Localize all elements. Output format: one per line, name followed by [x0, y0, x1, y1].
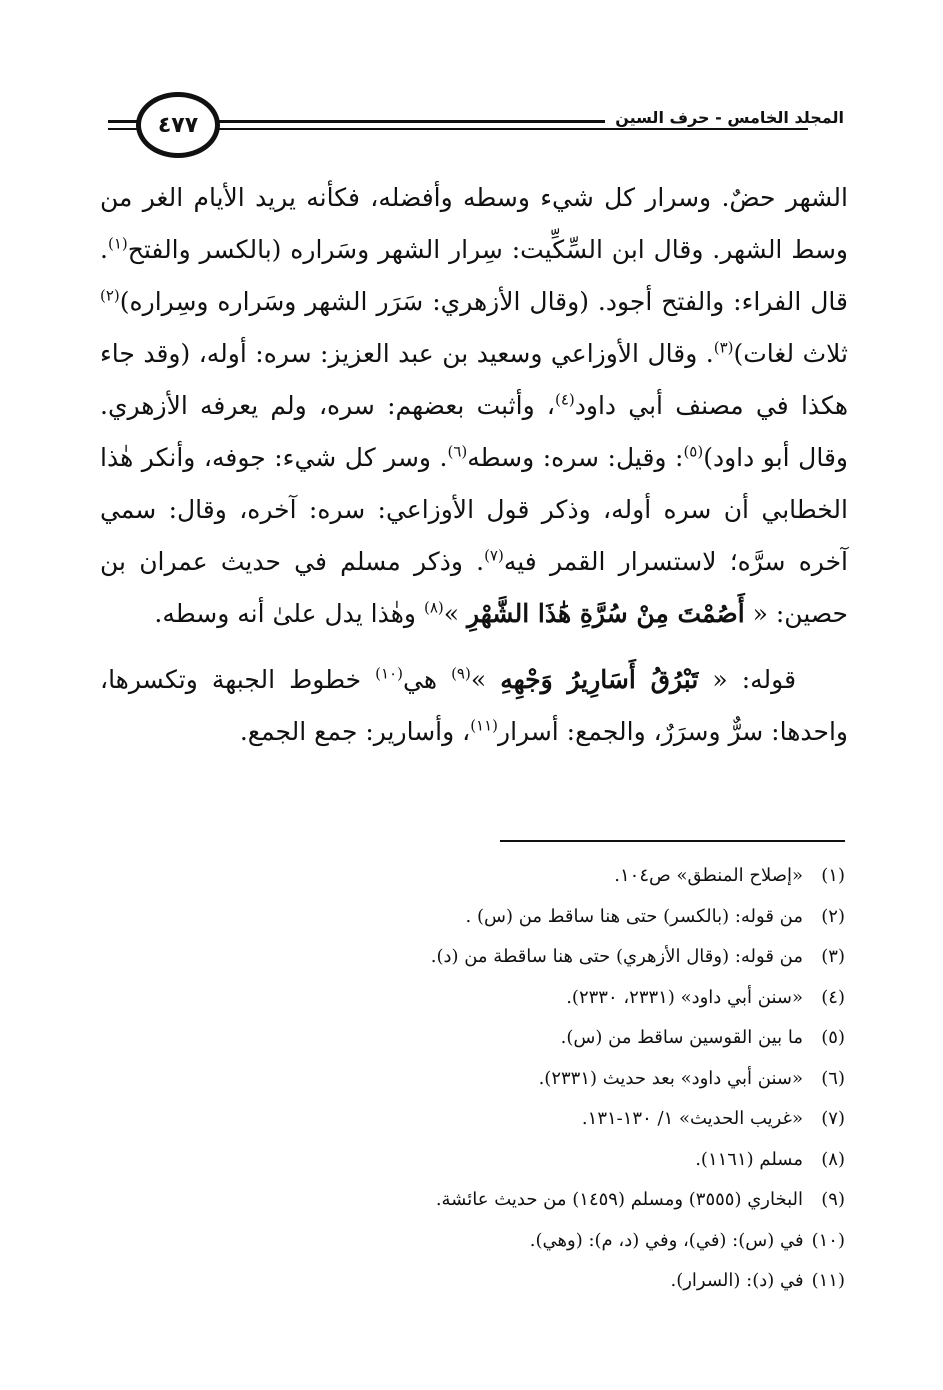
- footnote-ref-2[interactable]: (٢): [100, 286, 120, 305]
- footnote: (٣)من قوله: (وقال الأزهري) حتى هنا ساقطة من (د).: [430, 946, 845, 967]
- main-text: [100, 172, 848, 758]
- running-header: [100, 92, 850, 164]
- footnote-ref-10[interactable]: (١٠): [375, 664, 403, 683]
- footnote: (٨)مسلم (١١٦١).: [695, 1148, 845, 1170]
- footnote: (٢)من قوله: (بالكسر) حتى هنا ساقط من (س) .: [465, 905, 845, 927]
- footnote: (١١)في (د): (السرار).: [670, 1270, 845, 1291]
- paragraph-1: الشهر حضٌ. وسرار كل شيء وسطه وأفضله، فكأنه يريد الأيام الغر من وسط الشهر. وقال ابن السِّكِّيت: سِرار الشهر وسَراره (بالكسر والفتح$^{(١)}$. قال الفراء: والفتح أجود. (وقال الأزهري: سَرَر الشهر وسَراره وسِراره)$^{(٢)}$ ثلاث لغات)$^{(٣)}$. وقال الأوزاعي وسعيد بن عبد العزيز: سره: أوله، (وقد جاء هكذا في مصنف أبي داود$^{(٤)}$، وأثبت بعضهم: سره، ولم يعرفه الأزهري. وقال أبو داود)$^{(٥)}$: وقيل: سره: وسطه$^{(٦)}$. وسر كل شيء: جوفه، وأنكر هٰذا الخطابي أن سره أوله، وذكر قول الأوزاعي: سره: آخره، وقال: سمي آخره سرَّه؛ لاستسرار القمر فيه$^{(٧)}$. وذكر مسلم في حديث عمران بن حصين: « أَصُمْتَ مِنْ سُرَّةِ هَٰذَا الشَّهْرِ »$^{(٨)}$ وهٰذا يدل علىٰ أنه وسطه.: [100, 183, 848, 628]
- paragraph-2: قوله: « تَبْرُقُ أَسَارِيرُ وَجْهِهِ »$^{(٩)}$ هي$^{(١٠)}$ خطوط الجبهة وتكسرها، واحدها: سرٌّ وسرَرٌ، والجمع: أسرار$^{(١١)}$، وأسارير: جمع الجمع.: [100, 664, 848, 746]
- page-number: ٤٧٧: [136, 92, 220, 158]
- footnote: (١٠)في (س): (في)، وفي (د، م): (وهي).: [529, 1229, 845, 1251]
- footnotes: [285, 856, 845, 1302]
- footnote-ref-8[interactable]: (٨): [423, 598, 444, 617]
- footnote: (٥)ما بين القوسين ساقط من (س).: [560, 1027, 845, 1048]
- footnote: (٩)البخاري (٣٥٥٥) ومسلم (١٤٥٩) من حديث عائشة.: [435, 1189, 845, 1210]
- footnote-ref-3[interactable]: (٣): [713, 338, 734, 357]
- footnote-ref-4[interactable]: (٤): [554, 390, 575, 409]
- footnote: (١)«إصلاح المنطق» ص١٠٤.: [614, 865, 845, 886]
- footnote-separator: [500, 840, 845, 842]
- footnote-ref-11[interactable]: (١١): [470, 716, 499, 735]
- footnote-ref-5[interactable]: (٥): [683, 442, 704, 461]
- footnote-ref-6[interactable]: (٦): [447, 442, 468, 461]
- hadith-quote-2: تَبْرُقُ أَسَارِيرُ وَجْهِهِ: [500, 665, 699, 694]
- footnote: (٧)«غريب الحديث» ١/ ١٣٠-١٣١.: [581, 1108, 845, 1129]
- header-title: المجلد الخامس - حرف السين: [605, 108, 850, 127]
- hadith-quote-1: أَصُمْتَ مِنْ سُرَّةِ هَٰذَا الشَّهْرِ: [466, 599, 745, 628]
- footnote-ref-7[interactable]: (٧): [484, 546, 504, 565]
- footnote-ref-1[interactable]: (١): [107, 234, 128, 253]
- footnote: (٤)«سنن أبي داود» (٢٣٣١، ٢٣٣٠).: [566, 986, 845, 1008]
- footnote: (٦)«سنن أبي داود» بعد حديث (٢٣٣١).: [538, 1067, 845, 1089]
- footnote-ref-9[interactable]: (٩): [451, 664, 471, 683]
